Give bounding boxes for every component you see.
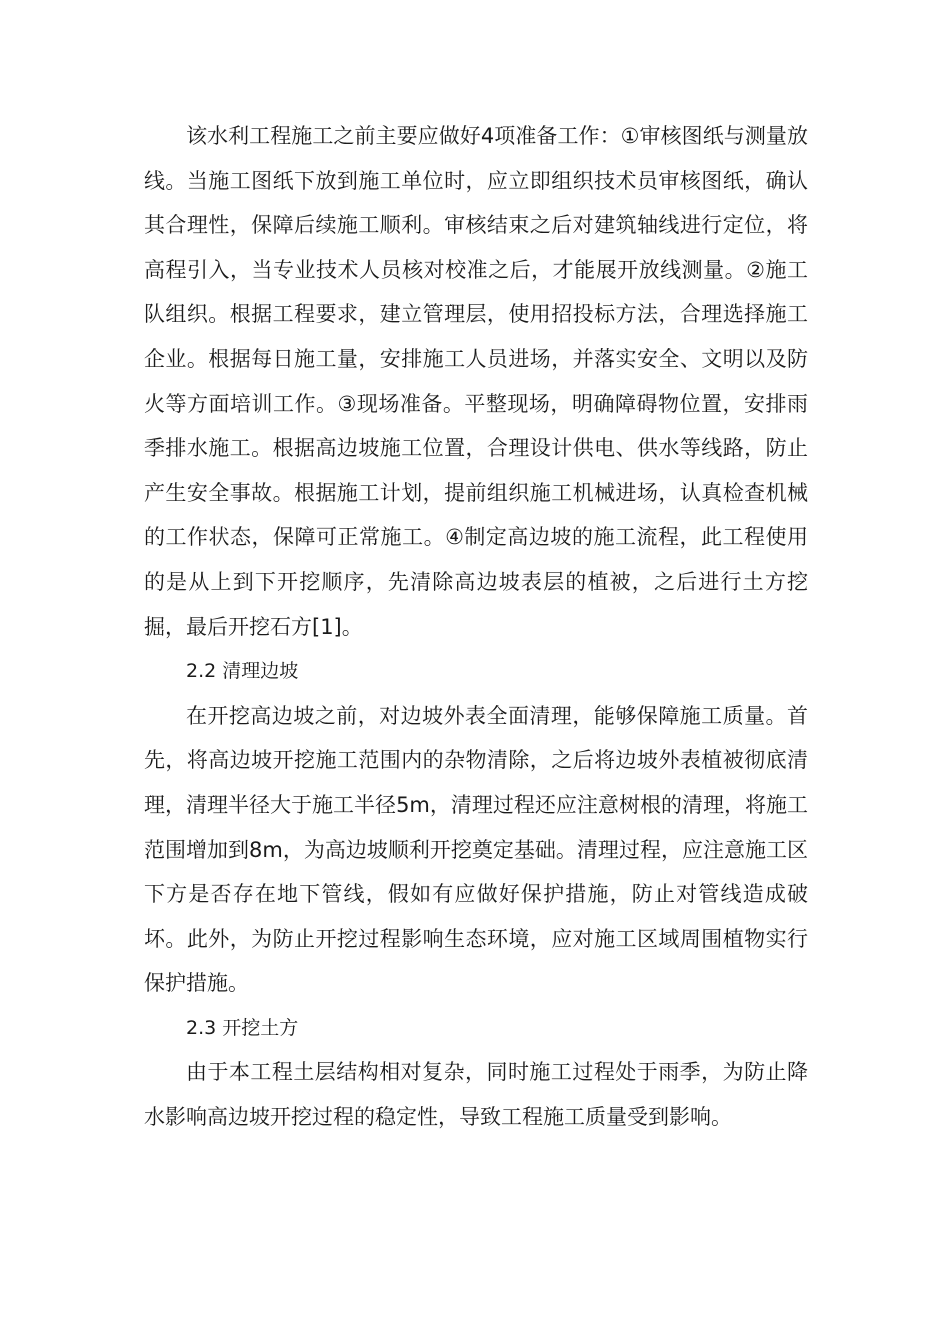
document-body (144, 114, 808, 1140)
paragraph-preparation-work: 该水利工程施工之前主要应做好4项准备工作：①审核图纸与测量放线。当施工图纸下放到施工单位时，应立即组织技术员审核图纸，确认其合理性，保障后续施工顺利。审核结束之后对建筑轴线进行定位，将高程引入，当专业技术人员核对校准之后，才能展开放线测量。②施工队组织。根据工程要求，建立管理层，使用招投标方法，合理选择施工企业。根据每日施工量，安排施工人员进场，并落实安全、文明以及防火等方面培训工作。③现场准备。平整现场，明确障碍物位置，安排雨季排水施工。根据高边坡施工位置，合理设计供电、供水等线路，防止产生安全事故。根据施工计划，提前组织施工机械进场，认真检查机械的工作状态，保障可正常施工。④制定高边坡的施工流程，此工程使用的是从上到下开挖顺序，先清除高边坡表层的植被，之后进行土方挖掘，最后开挖石方[1]。 (144, 124, 808, 639)
section-heading-2-2: 2.2 清理边坡 (186, 660, 299, 683)
paragraph-slope-clearing: 在开挖高边坡之前，对边坡外表全面清理，能够保障施工质量。首先，将高边坡开挖施工范围内的杂物清除，之后将边坡外表植被彻底清理，清理半径大于施工半径5m，清理过程还应注意树根的清理，将施工范围增加到8m，为高边坡顺利开挖奠定基础。清理过程，应注意施工区下方是否存在地下管线，假如有应做好保护措施，防止对管线造成破坏。此外，为防止开挖过程影响生态环境，应对施工区域周围植物实行保护措施。 (144, 703, 808, 996)
section-heading-2-3: 2.3 开挖土方 (186, 1016, 299, 1039)
paragraph-earth-excavation: 由于本工程土层结构相对复杂，同时施工过程处于雨季，为防止降水影响高边坡开挖过程的稳定性，导致工程施工质量受到影响。 (144, 1060, 808, 1130)
